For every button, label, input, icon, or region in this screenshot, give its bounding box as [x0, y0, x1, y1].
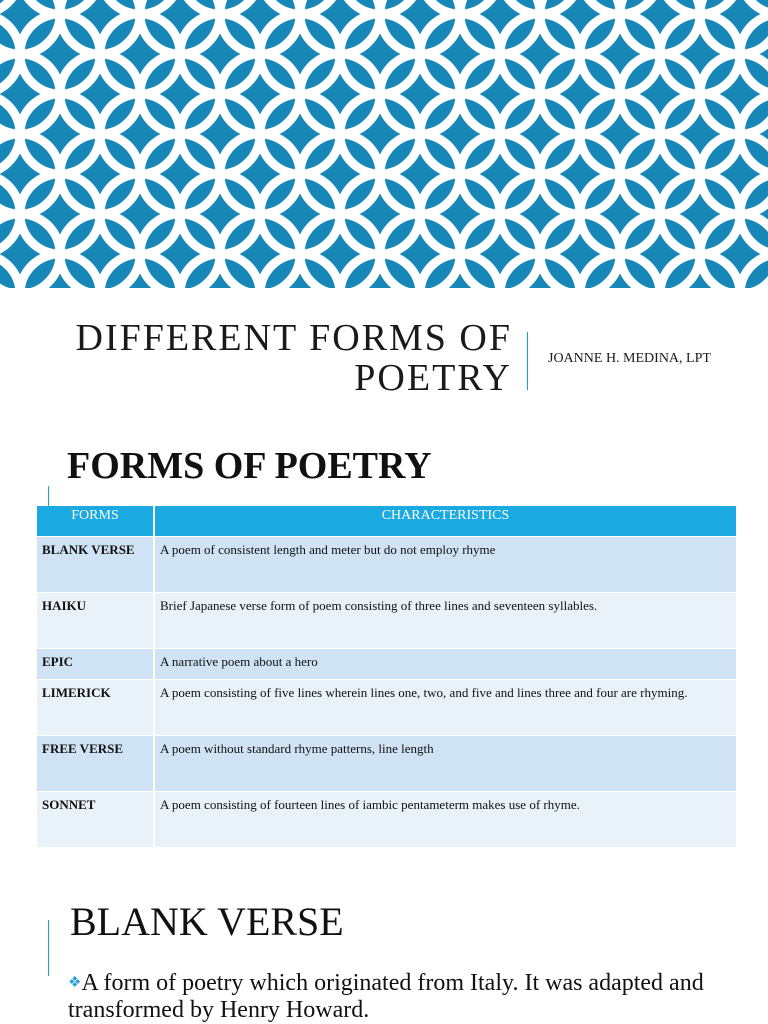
diamond-bullet-icon: ❖ — [68, 975, 82, 991]
bullet-point — [68, 970, 758, 1024]
table-row — [37, 680, 736, 736]
title-line-1: DIFFERENT FORMS OF — [75, 317, 512, 359]
form-name-cell: HAIKU — [37, 593, 154, 649]
slide-heading: BLANK VERSE — [70, 899, 344, 944]
forms-table-slide — [0, 420, 768, 884]
title-slide — [0, 0, 768, 420]
characteristics-cell: A poem consisting of five lines wherein lines one, two, and five and lines three and four are rhyming. — [154, 680, 736, 736]
accent-line — [48, 920, 49, 976]
decorative-ring-pattern — [0, 0, 768, 288]
presentation-title — [75, 318, 512, 398]
title-divider — [527, 332, 528, 390]
blank-verse-slide — [0, 884, 768, 1024]
table-header-row — [37, 506, 736, 537]
table-row — [37, 736, 736, 792]
form-name-cell: SONNET — [37, 792, 154, 848]
form-name-cell: FREE VERSE — [37, 736, 154, 792]
forms-table — [37, 506, 736, 847]
author-name: JOANNE H. MEDINA, LPT — [548, 351, 711, 366]
characteristics-cell: Brief Japanese verse form of poem consisting of three lines and seventeen syllables. — [154, 593, 736, 649]
bullet-text: A form of poetry which originated from Italy. It was adapted and transformed by Henry Howard. — [68, 970, 704, 1023]
characteristics-cell: A poem without standard rhyme patterns, line length — [154, 736, 736, 792]
form-name-cell: LIMERICK — [37, 680, 154, 736]
title-line-2: POETRY — [354, 357, 512, 399]
characteristics-cell: A narrative poem about a hero — [154, 649, 736, 680]
form-name-cell: EPIC — [37, 649, 154, 680]
column-header-characteristics: CHARACTERISTICS — [154, 506, 736, 537]
table-row — [37, 792, 736, 848]
characteristics-cell: A poem consisting of fourteen lines of iambic pentameterm makes use of rhyme. — [154, 792, 736, 848]
form-name-cell: BLANK VERSE — [37, 537, 154, 593]
column-header-forms: FORMS — [37, 506, 154, 537]
table-row — [37, 649, 736, 680]
accent-line — [48, 486, 49, 506]
table-row — [37, 593, 736, 649]
characteristics-cell: A poem of consistent length and meter but do not employ rhyme — [154, 537, 736, 593]
slide-heading: FORMS OF POETRY — [67, 445, 432, 487]
table-row — [37, 537, 736, 593]
